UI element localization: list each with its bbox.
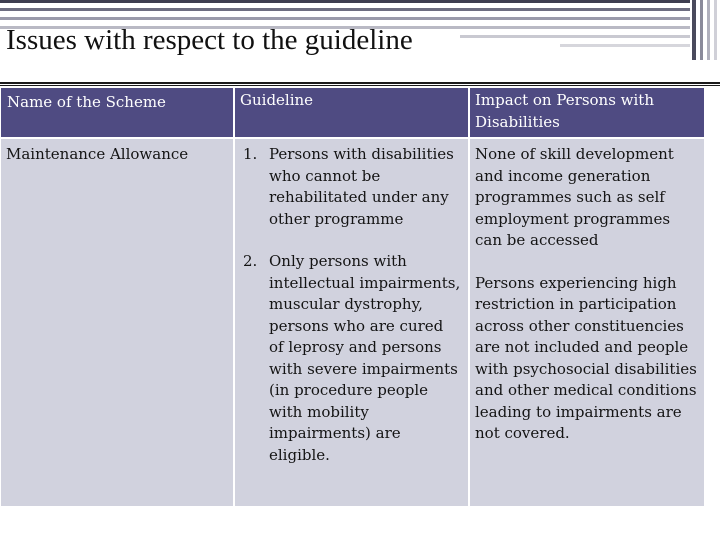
guideline-number: 1. <box>243 145 258 163</box>
column-header-scheme: Name of the Scheme <box>1 88 234 138</box>
table-row <box>1 138 704 506</box>
stripe <box>700 0 703 60</box>
stripe <box>460 35 690 38</box>
stripe <box>714 0 717 60</box>
column-header-guideline: Guideline <box>234 88 469 138</box>
scheme-table <box>1 88 704 506</box>
guideline-cell <box>234 138 469 506</box>
guideline-item <box>240 251 462 466</box>
impact-text: None of skill development and income generation programmes such as self employment programmes can be accessed <box>475 145 674 249</box>
stripe <box>692 0 696 60</box>
guideline-text: Persons with disabilities who cannot be rehabilitated under any other programme <box>269 145 454 228</box>
table-header-row <box>1 88 704 138</box>
stripe <box>0 0 690 3</box>
title-divider-thin <box>0 85 720 86</box>
page-title: Issues with respect to the guideline <box>6 24 413 56</box>
title-divider <box>0 82 720 84</box>
impact-text: Persons experiencing high restriction in participation across other constituencies are not included and people with psychosocial disabilities and other medical conditions leading to impairments are not covered. <box>475 273 697 442</box>
guideline-list <box>240 144 462 466</box>
stripe <box>560 44 690 47</box>
stripe <box>0 8 690 11</box>
stripe <box>0 17 690 20</box>
guideline-item <box>240 144 462 230</box>
guideline-number: 2. <box>243 252 258 270</box>
column-header-impact: Impact on Persons with Disabilities <box>469 88 704 138</box>
stripe <box>707 0 710 60</box>
impact-cell <box>469 138 704 506</box>
scheme-name-cell: Maintenance Allowance <box>1 138 234 506</box>
guideline-text: Only persons with intellectual impairments, muscular dystrophy, persons who are cured of leprosy and persons with severe impairments (in procedure people with mobility impairments) are eligible. <box>269 252 461 464</box>
